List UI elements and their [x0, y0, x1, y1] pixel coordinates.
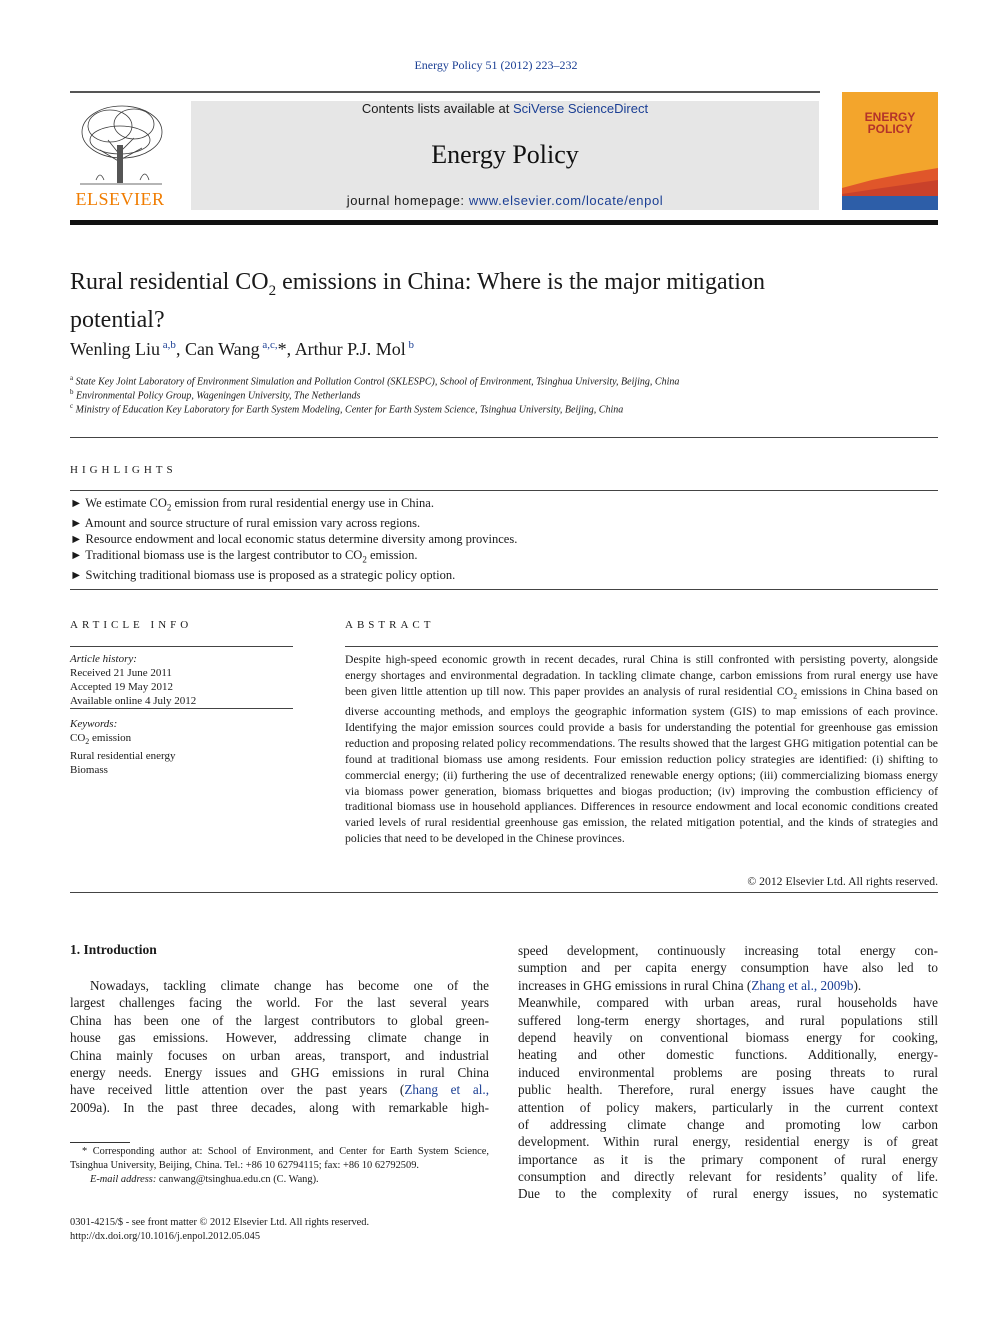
email-address[interactable]: canwang@tsinghua.edu.cn (C. Wang). [158, 1174, 319, 1185]
text-segment: increases in GHG emissions in rural China ( [518, 977, 752, 993]
author-name[interactable]: Can Wang [184, 339, 260, 359]
homepage-link[interactable]: www.elsevier.com/locate/enpol [468, 193, 664, 208]
affiliation-mark: c [70, 402, 74, 410]
text-line: China has been one of the largest contributors to global green- [70, 1012, 489, 1028]
corresponding-author-footnote [70, 1145, 489, 1187]
intro-left-column [70, 977, 489, 1116]
email-line [70, 1173, 489, 1187]
text-line: consumption and directly relevant for residents’ quality of life. [518, 1169, 938, 1185]
author-separator: , [286, 339, 295, 359]
affiliation-a [70, 374, 679, 387]
keyword-text: CO [70, 732, 86, 744]
highlight-item [70, 568, 938, 584]
keyword-subscript: 2 [85, 737, 90, 747]
text-line: suffered long-term energy shortages, and rural populations still [518, 1012, 938, 1028]
accepted-date: Accepted 19 May 2012 [70, 681, 173, 693]
highlights-heading: HIGHLIGHTS [70, 464, 177, 476]
section-divider [70, 589, 938, 590]
cover-bottom-band [842, 196, 938, 210]
affiliation-mark: a [70, 374, 74, 382]
author-affil-marks[interactable]: a,b [162, 339, 176, 351]
author-separator: , [175, 339, 185, 359]
text-line: of addressing climate change and promoting low carbon [518, 1116, 938, 1132]
highlights-rule [70, 490, 938, 491]
highlights-list [70, 496, 938, 584]
text-line-with-citation [518, 977, 938, 994]
affiliation-text: Environmental Policy Group, Wageningen University, The Netherlands [76, 390, 361, 402]
author-affil-marks[interactable]: b [408, 339, 414, 351]
doi-link[interactable]: http://dx.doi.org/10.1016/j.enpol.2012.05.045 [70, 1231, 261, 1242]
keyword: Rural residential energy [70, 750, 176, 763]
footnote-rule [70, 1142, 130, 1143]
homepage-prefix: journal homepage: [346, 193, 469, 208]
author-name[interactable]: Wenling Liu [70, 339, 161, 359]
text-line: depend heavily on conventional biomass energy for cooking, [518, 1029, 938, 1045]
text-line: heating and other domestic functions. Additionally, energy- [518, 1047, 938, 1063]
intro-right-column [518, 942, 938, 1203]
abstract-copyright: © 2012 Elsevier Ltd. All rights reserved. [747, 875, 938, 888]
highlight-text: ► We estimate CO [70, 496, 167, 510]
email-label: E-mail address: [90, 1174, 159, 1185]
text-line: Meanwhile, compared with urban areas, rural households have [518, 995, 938, 1011]
text-line: attention of policy makers, particularly in the current context [518, 1099, 938, 1115]
text-line: house gas emissions. However, addressing climate change in [70, 1030, 489, 1046]
article-info-subrule [70, 708, 293, 709]
keywords-block [70, 717, 293, 777]
text-line: public health. Therefore, rural energy issues have caught the [518, 1082, 938, 1098]
abstract-rule [345, 646, 938, 647]
issn-line: 0301-4215/$ - see front matter © 2012 Elsevier Ltd. All rights reserved. [70, 1217, 370, 1228]
text-segment: have received little attention over the past years ( [70, 1082, 405, 1098]
footnote-text: * Corresponding author at: School of Environment, and Center for Earth System Science, Tsinghua University, Beijing, China. Tel.: +86 10 62794115; fax: +86 10 62792509. [70, 1146, 489, 1171]
highlight-text: ► Switching traditional biomass use is proposed as a strategic policy option. [70, 567, 456, 582]
elsevier-wordmark: ELSEVIER [75, 189, 165, 209]
abstract-heading: ABSTRACT [345, 619, 435, 631]
available-date: Available online 4 July 2012 [70, 695, 197, 707]
highlight-item [70, 516, 938, 532]
author-name[interactable]: Arthur P.J. Mol [294, 339, 406, 359]
journal-cover-thumbnail[interactable] [842, 92, 938, 210]
banner-top-rule [70, 91, 820, 93]
section-divider [70, 892, 938, 893]
section-divider [70, 437, 938, 438]
abstract-body [345, 652, 938, 847]
title-subscript: 2 [268, 282, 277, 299]
affiliation-mark: b [70, 388, 74, 396]
affiliation-b [70, 388, 360, 401]
text-line: sumption and per capita energy consumption have also led to [518, 960, 938, 976]
article-info-heading: ARTICLE INFO [70, 619, 193, 631]
highlight-item [70, 532, 938, 548]
highlight-item [70, 496, 938, 516]
elsevier-tree-icon [70, 100, 170, 186]
keyword-text: emission [89, 732, 132, 744]
footer-meta [70, 1216, 369, 1244]
keyword: Biomass [70, 764, 108, 777]
text-line: Nowadays, tackling climate change has become one of the [90, 978, 489, 993]
contents-prefix: Contents lists available at [361, 101, 513, 116]
affiliation-c [70, 402, 623, 415]
article-info-rule [70, 646, 293, 647]
cover-title [842, 111, 938, 135]
text-line: induced environmental problems are posing threats to rural [518, 1064, 938, 1080]
cover-title-line1: ENERGY [864, 110, 916, 124]
keyword [70, 731, 293, 749]
history-label: Article history: [70, 653, 137, 665]
affiliation-text: State Key Joint Laboratory of Environment Simulation and Pollution Control (SKLESPC), School of Environment, Tsinghua University, Beijing, China [75, 376, 680, 388]
text-line: energy needs. Energy issues and GHG emissions in rural China [70, 1064, 489, 1080]
abstract-text: Despite high-speed economic growth in recent decades, rural China is still confronted with persisting poverty, alongside energy shortages and environmental degradation. In tackling climate change, carbon emissions from rural energy use have been given little attention up till now. This paper provides an analysis of rural residential CO [345, 653, 938, 698]
article-history [70, 652, 293, 708]
text-line: development. Within rural energy, residential energy is of great [518, 1134, 938, 1150]
text-line: largest challenges facing the world. For the last several years [70, 995, 489, 1011]
text-line-with-citation [70, 1081, 489, 1098]
sciencedirect-link[interactable]: SciVerse ScienceDirect [512, 101, 649, 116]
highlight-text: ► Traditional biomass use is the largest contributor to CO [70, 547, 363, 562]
text-line: China mainly focuses on urban areas, transport, and industrial [70, 1047, 489, 1063]
header-rule [70, 220, 938, 225]
contents-available-line [191, 101, 819, 116]
cover-title-line2: POLICY [867, 122, 913, 136]
text-line: importance as it is the primary component of rural energy [518, 1151, 938, 1167]
article-title [70, 268, 938, 335]
cover-graphic [842, 166, 938, 196]
title-part2: emissions in China: Where is the major mitigation [276, 269, 765, 295]
keywords-label: Keywords: [70, 718, 118, 730]
text-segment: ). [853, 977, 862, 993]
introduction-heading: 1. Introduction [70, 942, 157, 957]
highlight-subscript: 2 [362, 554, 367, 565]
highlight-item [70, 548, 938, 568]
text-line: 2009a). In the past three decades, along with remarkable high- [70, 1099, 489, 1115]
highlight-text: ► Resource endowment and local economic status determine diversity among provinces. [70, 531, 518, 546]
corresponding-star[interactable]: * [277, 339, 287, 359]
title-line2: potential? [70, 306, 165, 333]
author-affil-marks[interactable]: a,c, [262, 339, 278, 351]
abstract-subscript: 2 [793, 691, 798, 701]
text-line: Due to the complexity of rural energy issues, no systematic [518, 1186, 938, 1202]
journal-title: Energy Policy [431, 140, 579, 169]
highlight-text: ► Amount and source structure of rural emission vary across regions. [70, 516, 421, 531]
journal-citation[interactable]: Energy Policy 51 (2012) 223–232 [414, 58, 578, 72]
text-line: speed development, continuously increasing total energy con- [518, 943, 938, 958]
received-date: Received 21 June 2011 [70, 667, 172, 679]
affiliation-text: Ministry of Education Key Laboratory for Earth System Modeling, Center for Earth System Science, Tsinghua University, Beijing, China [75, 404, 624, 416]
journal-homepage-line [191, 193, 819, 208]
citation-link[interactable]: Zhang et al., 2009b [751, 977, 854, 993]
author-list [70, 339, 414, 360]
elsevier-logo [70, 100, 170, 210]
title-part1: Rural residential CO [70, 269, 269, 295]
abstract-text: emissions in China based on diverse accounting methods, and employs the geographic information system (GIS) to map emissions of each province. Identifying the major emission sources could provide a basis for understanding the potential for greenhouse gas emission reduction and proposing related policy recommendations. The results showed that the largest GHG mitigation potential can be found at traditional biomass use among residents. Four emission reduction policy strategies are identified: (i) shifting to commercial energy; (ii) furthering the use of decentralized renewable energy options; (iii) commercializing biomass energy via biomass power generation, biomass briquettes and biogas production; (iv) improving the combustion efficiency of traditional biomass use in household appliances. Differences in resource endowment and local economic conditions created varied levels of rural residential greenhouse gas emission, the related mitigation potential, and the kinds of strategies and policies that need to be developed in the Chinese provinces. [345, 684, 938, 846]
highlight-subscript: 2 [166, 502, 172, 513]
highlight-text: emission. [366, 547, 418, 562]
citation-link[interactable]: Zhang et al., [404, 1082, 489, 1098]
highlight-text: emission from rural residential energy use in China. [171, 496, 434, 510]
